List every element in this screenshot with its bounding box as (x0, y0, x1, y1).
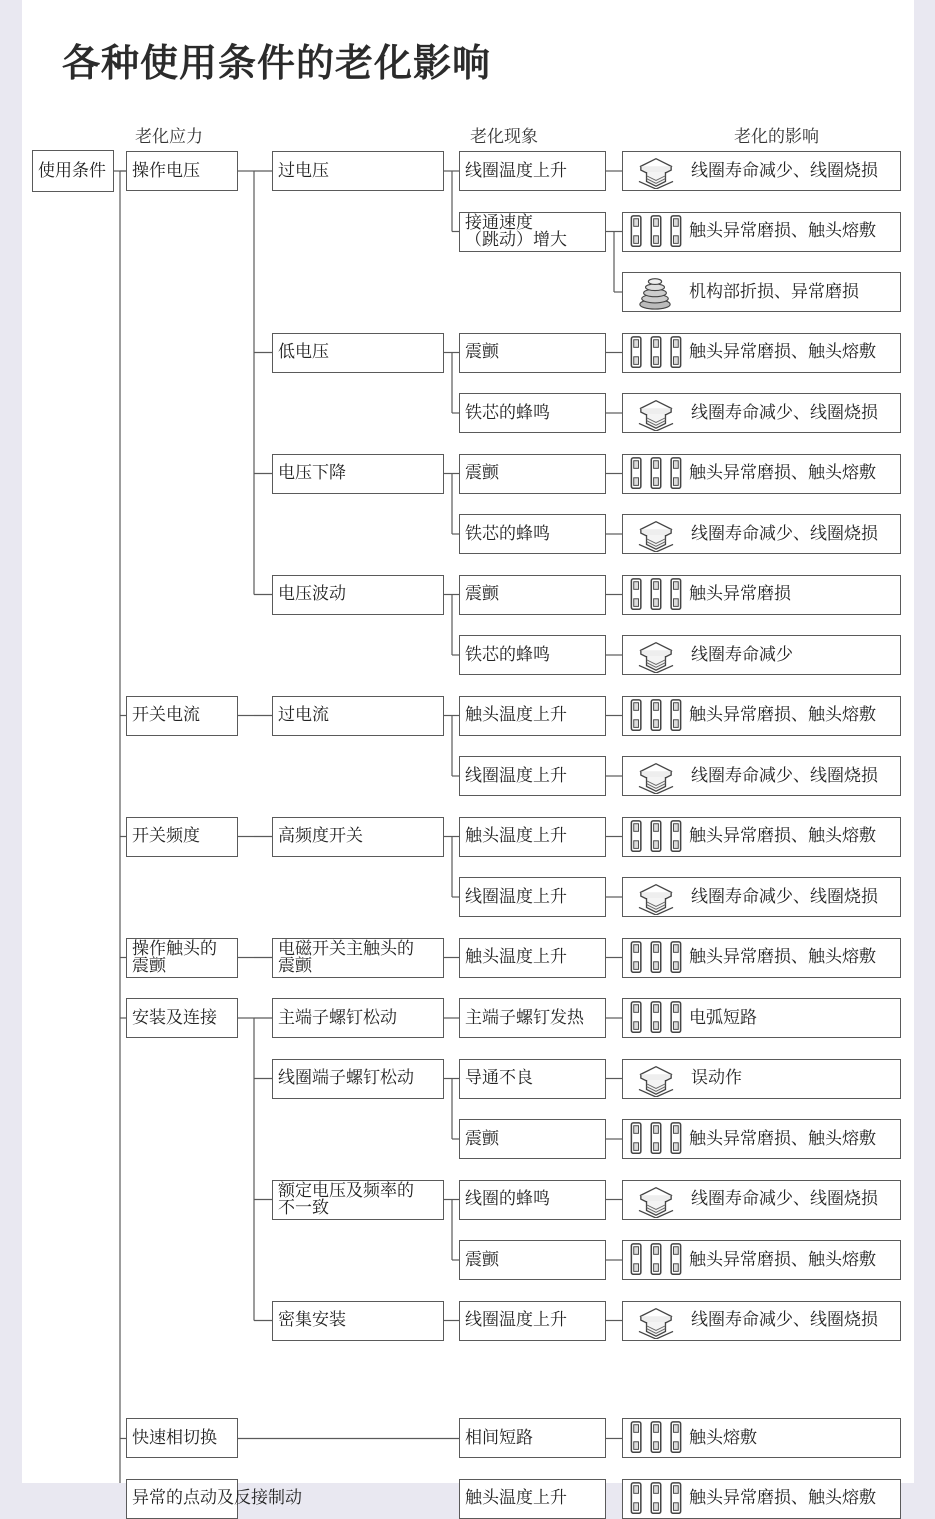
contact-icon (623, 1481, 689, 1517)
coil-icon (623, 758, 689, 794)
stress-detail-label: 线圈端子螺钉松动 (278, 1068, 414, 1088)
effect-label: 线圈寿命减少 (691, 644, 793, 665)
effect-node (622, 1240, 901, 1280)
effect-node (622, 393, 901, 433)
stress-category-node (126, 817, 238, 857)
phenomenon-label: 震颤 (465, 342, 499, 362)
contact-icon (623, 456, 689, 492)
stress-detail-node (272, 998, 444, 1038)
effect-node (622, 938, 901, 978)
root-label: 使用条件 (38, 160, 106, 181)
coil-icon (623, 153, 689, 189)
header-stress: 老化应力 (135, 127, 203, 147)
phenomenon-node (459, 575, 606, 615)
phenomenon-label: 线圈温度上升 (465, 1310, 567, 1330)
effect-node (622, 514, 901, 554)
phenomenon-label: 导通不良 (465, 1068, 533, 1088)
stress-detail-node (272, 454, 444, 494)
stress-detail-label: 低电压 (278, 342, 329, 362)
stress-detail-label: 额定电压及频率的 不一致 (278, 1180, 414, 1218)
page-title: 各种使用条件的老化影响 (62, 41, 492, 85)
phenomenon-node (459, 333, 606, 373)
stress-category-node (126, 998, 238, 1038)
phenomenon-node (459, 1418, 606, 1458)
phenomenon-node (459, 1059, 606, 1099)
effect-label: 机构部折损、异常磨损 (689, 281, 859, 302)
stress-category-node (126, 938, 238, 978)
effect-label: 误动作 (691, 1068, 742, 1088)
stress-detail-node (272, 1180, 444, 1220)
stress-detail-node (272, 151, 444, 191)
contact-icon (623, 335, 689, 371)
effect-node (622, 1479, 901, 1519)
stress-detail-label: 电压下降 (278, 463, 346, 483)
stress-category-label: 异常的点动及反接制动 (132, 1488, 302, 1509)
contact-icon (623, 1242, 689, 1278)
spring-icon (623, 274, 687, 310)
stress-detail-node (272, 938, 444, 978)
effect-label: 触头异常磨损、触头熔敷 (689, 705, 876, 725)
phenomenon-label: 触头温度上升 (465, 947, 567, 967)
contact-icon (623, 940, 689, 976)
phenomenon-label: 触头温度上升 (465, 705, 567, 725)
phenomenon-node (459, 817, 606, 857)
effect-label: 线圈寿命减少、线圈烧损 (691, 765, 878, 786)
coil-icon (623, 516, 689, 552)
phenomenon-node (459, 1479, 606, 1519)
contact-icon (623, 1000, 689, 1036)
phenomenon-label: 主端子螺钉发热 (465, 1007, 584, 1028)
stress-detail-label: 主端子螺钉松动 (278, 1007, 397, 1028)
phenomenon-label: 铁芯的蜂鸣 (465, 402, 550, 423)
effect-node (622, 998, 901, 1038)
effect-node (622, 575, 901, 615)
effect-label: 线圈寿命减少、线圈烧损 (691, 160, 878, 181)
header-phenomenon: 老化现象 (470, 127, 538, 147)
contact-icon (623, 577, 689, 613)
phenomenon-node (459, 454, 606, 494)
stress-category-label: 操作触头的 震颤 (132, 938, 217, 976)
stress-detail-node (272, 1301, 444, 1341)
stress-detail-node (272, 1059, 444, 1099)
stress-category-node (126, 1479, 302, 1519)
stress-detail-node (272, 696, 444, 736)
stress-detail-node (272, 333, 444, 373)
stress-category-node (126, 1418, 238, 1458)
stress-category-node (126, 151, 238, 191)
contact-icon (623, 214, 689, 250)
effect-label: 线圈寿命减少、线圈烧损 (691, 402, 878, 423)
effect-node (622, 1418, 901, 1458)
stress-category-label: 开关电流 (132, 705, 200, 725)
phenomenon-node (459, 998, 606, 1038)
phenomenon-label: 触头温度上升 (465, 826, 567, 846)
stress-detail-node (272, 575, 444, 615)
effect-label: 触头异常磨损、触头熔敷 (689, 1128, 876, 1149)
phenomenon-label: 线圈温度上升 (465, 160, 567, 181)
effect-node (622, 1180, 901, 1220)
contact-icon (623, 1420, 689, 1456)
phenomenon-label: 线圈的蜂鸣 (465, 1189, 550, 1209)
effect-node (622, 1301, 901, 1341)
stress-category-label: 快速相切换 (132, 1427, 217, 1448)
phenomenon-node (459, 151, 606, 191)
stress-category-label: 开关频度 (132, 826, 200, 846)
page (22, 0, 914, 1509)
stress-detail-label: 过电流 (278, 705, 329, 725)
effect-node (622, 877, 901, 917)
phenomenon-node (459, 696, 606, 736)
phenomenon-node (459, 1240, 606, 1280)
phenomenon-label: 线圈温度上升 (465, 765, 567, 786)
stress-detail-label: 电磁开关主触头的 震颤 (278, 938, 414, 976)
effect-label: 线圈寿命减少、线圈烧损 (691, 886, 878, 907)
stress-detail-label: 高频度开关 (278, 826, 363, 846)
effect-node (622, 817, 901, 857)
stress-detail-label: 过电压 (278, 160, 329, 181)
stress-detail-label: 密集安装 (278, 1310, 346, 1330)
effect-node (622, 635, 901, 675)
effect-label: 电弧短路 (689, 1007, 757, 1028)
effect-node (622, 454, 901, 494)
effect-label: 触头异常磨损 (689, 584, 791, 604)
root-node (32, 150, 114, 192)
effect-label: 线圈寿命减少、线圈烧损 (691, 1189, 878, 1209)
effect-node (622, 272, 901, 312)
contact-icon (623, 698, 689, 734)
phenomenon-label: 铁芯的蜂鸣 (465, 523, 550, 544)
stress-category-label: 操作电压 (132, 160, 200, 181)
coil-icon (623, 637, 689, 673)
effect-label: 触头异常磨损、触头熔敷 (689, 463, 876, 483)
effect-node (622, 212, 901, 252)
coil-icon (623, 395, 689, 431)
phenomenon-label: 震颤 (465, 463, 499, 483)
phenomenon-node (459, 756, 606, 796)
effect-label: 触头异常磨损、触头熔敷 (689, 947, 876, 967)
effect-label: 触头熔敷 (689, 1427, 757, 1448)
effect-label: 触头异常磨损、触头熔敷 (689, 221, 876, 241)
effect-label: 线圈寿命减少、线圈烧损 (691, 1310, 878, 1330)
phenomenon-label: 相间短路 (465, 1427, 533, 1448)
effect-node (622, 756, 901, 796)
effect-node (622, 1119, 901, 1159)
coil-icon (623, 879, 689, 915)
phenomenon-label: 线圈温度上升 (465, 886, 567, 907)
coil-icon (623, 1061, 689, 1097)
effect-label: 触头异常磨损、触头熔敷 (689, 342, 876, 362)
phenomenon-node (459, 1180, 606, 1220)
effect-node (622, 696, 901, 736)
phenomenon-node (459, 938, 606, 978)
phenomenon-node (459, 393, 606, 433)
header-effect: 老化的影响 (734, 127, 819, 147)
effect-node (622, 333, 901, 373)
stress-category-node (126, 696, 238, 736)
phenomenon-label: 震颤 (465, 1128, 499, 1149)
effect-label: 触头异常磨损、触头熔敷 (689, 1488, 876, 1509)
contact-icon (623, 819, 689, 855)
effect-label: 线圈寿命减少、线圈烧损 (691, 523, 878, 544)
phenomenon-label: 接通速度 （跳动）增大 (465, 212, 567, 250)
stress-category-label: 安装及连接 (132, 1007, 217, 1028)
contact-icon (623, 1121, 689, 1157)
phenomenon-node (459, 212, 606, 252)
phenomenon-node (459, 514, 606, 554)
coil-icon (623, 1182, 689, 1218)
coil-icon (623, 1303, 689, 1339)
phenomenon-label: 铁芯的蜂鸣 (465, 644, 550, 665)
stress-detail-node (272, 817, 444, 857)
phenomenon-label: 震颤 (465, 1249, 499, 1270)
phenomenon-label: 触头温度上升 (465, 1488, 567, 1509)
phenomenon-node (459, 1119, 606, 1159)
stress-detail-label: 电压波动 (278, 584, 346, 604)
phenomenon-label: 震颤 (465, 584, 499, 604)
phenomenon-node (459, 1301, 606, 1341)
effect-label: 触头异常磨损、触头熔敷 (689, 826, 876, 846)
effect-node (622, 151, 901, 191)
phenomenon-node (459, 877, 606, 917)
phenomenon-node (459, 635, 606, 675)
effect-node (622, 1059, 901, 1099)
effect-label: 触头异常磨损、触头熔敷 (689, 1249, 876, 1270)
